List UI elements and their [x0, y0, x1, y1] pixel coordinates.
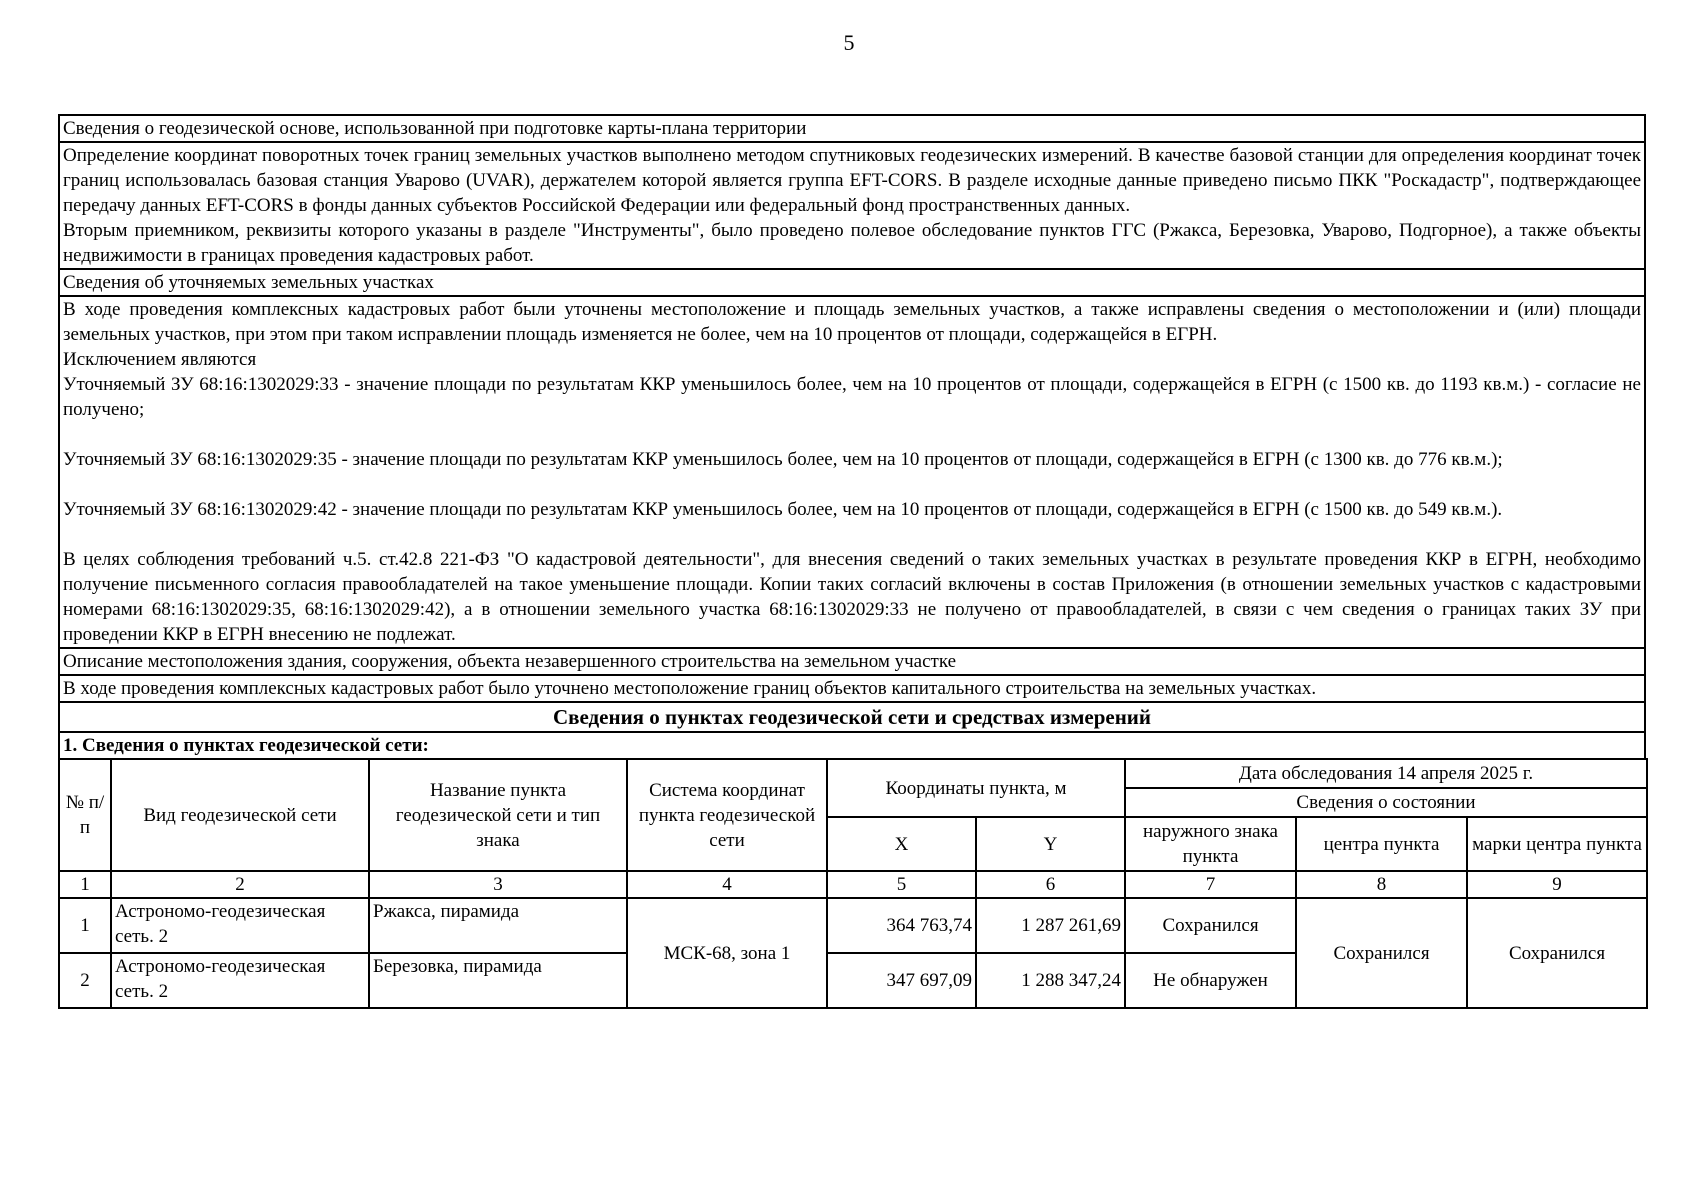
column-number: 7 — [1125, 871, 1296, 898]
header-outer-sign: наружного знака пункта — [1125, 817, 1296, 871]
column-numbers-row — [59, 871, 1647, 898]
row-outer-sign: Сохранился — [1125, 898, 1296, 953]
buildings-text: В ходе проведения комплексных кадастровых работ было уточнено местоположение границ объектов капитального строительства на земельных участках. — [59, 675, 1645, 702]
row-coord-system: МСК-68, зона 1 — [627, 898, 827, 1008]
row-x: 347 697,09 — [827, 953, 976, 1008]
header-state: Сведения о состоянии — [1125, 788, 1647, 817]
network-title: Сведения о пунктах геодезической сети и средствах измерений — [59, 702, 1645, 732]
row-center-mark: Сохранился — [1467, 898, 1647, 1008]
column-number: 9 — [1467, 871, 1647, 898]
column-number: 1 — [59, 871, 111, 898]
column-number: 5 — [827, 871, 976, 898]
header-x: X — [827, 817, 976, 871]
parcels-paragraph-5: Уточняемый ЗУ 68:16:1302029:42 - значение площади по результатам ККР уменьшилось более, чем на 10 процентов от площади, содержащейся в ЕГРН (с 1500 кв. до 549 кв.м.). — [63, 499, 1503, 520]
row-num: 2 — [59, 953, 111, 1008]
header-center: центра пункта — [1296, 817, 1467, 871]
table-row — [59, 898, 1647, 953]
parcels-paragraph-3: Уточняемый ЗУ 68:16:1302029:33 - значение площади по результатам ККР уменьшилось более, чем на 10 процентов от площади, содержащейся в ЕГРН (с 1500 кв. до 1193 кв.м.) - согласие не получено; — [63, 374, 1641, 420]
parcels-paragraph-6: В целях соблюдения требований ч.5. ст.42.8 221-ФЗ "О кадастровой деятельности", для внесения сведений о таких земельных участках в результате проведения ККР в ЕГРН, необходимо получение письменного согласия правообладателей на такое уменьшение площади. Копии таких согласий включены в состав Приложения (в отношении земельных участков с кадастровыми номерами 68:16:1302029:35, 68:16:1302029:42), а в отношении земельного участка 68:16:1302029:33 не получено от правообладателей, в связи с чем сведения о границах таких ЗУ при проведении ККР в ЕГРН внесению не подлежат. — [63, 549, 1641, 645]
header-y: Y — [976, 817, 1125, 871]
geo-basis-text — [59, 142, 1645, 269]
header-num: № п/п — [59, 759, 111, 871]
header-coords: Координаты пункта, м — [827, 759, 1125, 817]
row-point-name: Ржакса, пирамида — [369, 898, 627, 953]
column-number: 8 — [1296, 871, 1467, 898]
document-table — [58, 114, 1646, 760]
row-network-type: Астрономо-геодезическая сеть. 2 — [111, 898, 369, 953]
column-number: 6 — [976, 871, 1125, 898]
row-center: Сохранился — [1296, 898, 1467, 1008]
column-number: 4 — [627, 871, 827, 898]
header-network-type: Вид геодезической сети — [111, 759, 369, 871]
header-survey-date: Дата обследования 14 апреля 2025 г. — [1125, 759, 1647, 788]
column-number: 3 — [369, 871, 627, 898]
parcels-text — [59, 296, 1645, 648]
header-point-name: Название пункта геодезической сети и тип знака — [369, 759, 627, 871]
row-num: 1 — [59, 898, 111, 953]
row-outer-sign: Не обнаружен — [1125, 953, 1296, 1008]
geo-basis-header: Сведения о геодезической основе, использованной при подготовке карты-плана территории — [59, 115, 1645, 142]
row-x: 364 763,74 — [827, 898, 976, 953]
row-y: 1 287 261,69 — [976, 898, 1125, 953]
row-point-name: Березовка, пирамида — [369, 953, 627, 1008]
parcels-paragraph-4: Уточняемый ЗУ 68:16:1302029:35 - значение площади по результатам ККР уменьшилось более, чем на 10 процентов от площади, содержащейся в ЕГРН (с 1300 кв. до 776 кв.м.); — [63, 449, 1503, 470]
geo-basis-paragraph-1: Определение координат поворотных точек границ земельных участков выполнено методом спутниковых геодезических измерений. В качестве базовой станции для определения координат точек границ использовалась базовая станция Уварово (UVAR), держателем которой является группа EFT-CORS. В разделе исходные данные приведено письмо ПКК "Роскадастр", подтверждающее передачу данных EFT-CORS в фонды данных субъектов Российской Федерации или федеральный фонд пространственных данных. — [63, 145, 1641, 216]
geodetic-points-table — [58, 758, 1648, 1009]
buildings-header: Описание местоположения здания, сооружения, объекта незавершенного строительства на земельном участке — [59, 648, 1645, 675]
row-y: 1 288 347,24 — [976, 953, 1125, 1008]
column-number: 2 — [111, 871, 369, 898]
parcels-header: Сведения об уточняемых земельных участках — [59, 269, 1645, 296]
parcels-paragraph-2: Исключением являются — [63, 349, 257, 370]
geo-basis-paragraph-2: Вторым приемником, реквизиты которого указаны в разделе "Инструменты", было проведено полевое обследование пунктов ГГС (Ржакса, Березовка, Уварово, Подгорное), а также объекты недвижимости в границах проведения кадастровых работ. — [63, 220, 1641, 266]
row-network-type: Астрономо-геодезическая сеть. 2 — [111, 953, 369, 1008]
header-coord-system: Система координат пункта геодезической сети — [627, 759, 827, 871]
header-center-mark: марки центра пункта — [1467, 817, 1647, 871]
page-number: 5 — [843, 30, 855, 55]
network-subtitle: 1. Сведения о пунктах геодезической сети: — [59, 732, 1645, 759]
parcels-paragraph-1: В ходе проведения комплексных кадастровых работ были уточнены местоположение и площадь земельных участков, а также исправлены сведения о местоположении и (или) площади земельных участков, при этом при таком исправлении площадь изменяется не более, чем на 10 процентов от площади, содержащейся в ЕГРН. — [63, 299, 1641, 345]
